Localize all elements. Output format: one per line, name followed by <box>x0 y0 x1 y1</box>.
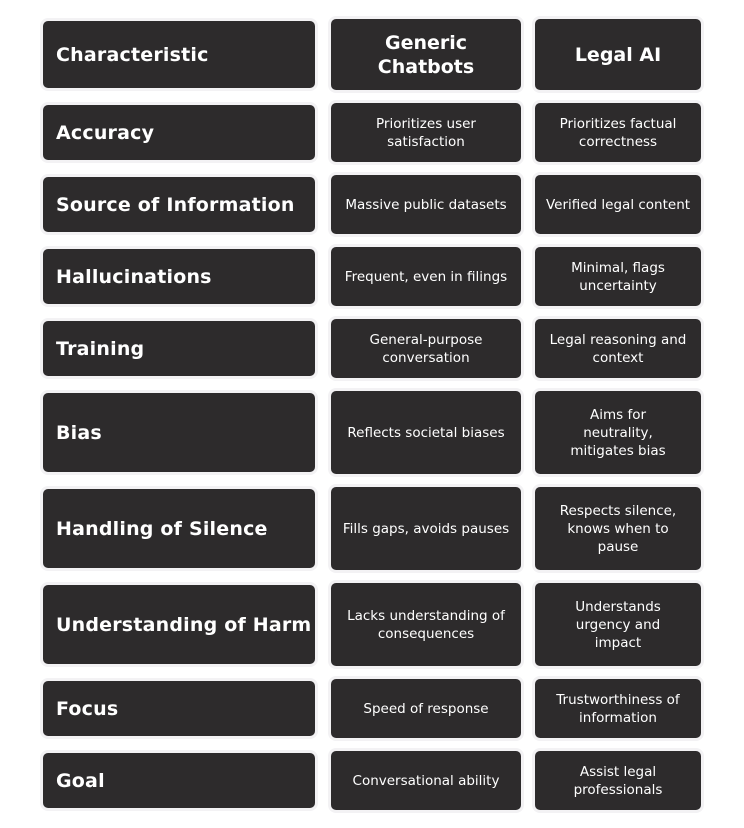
row-label-accuracy: Accuracy <box>43 105 315 160</box>
legal-source-of-information: Verified legal content <box>535 175 701 234</box>
generic-training: General-purpose conversation <box>331 319 521 378</box>
legal-focus: Trustworthiness of information <box>535 679 701 738</box>
generic-accuracy: Prioritizes user satisfaction <box>331 103 521 162</box>
generic-understanding-of-harm: Lacks understanding of consequences <box>331 583 521 666</box>
header-legal-ai: Legal AI <box>535 19 701 90</box>
row-label-bias: Bias <box>43 393 315 472</box>
legal-goal: Assist legal professionals <box>535 751 701 810</box>
row-label-hallucinations: Hallucinations <box>43 249 315 304</box>
legal-training: Legal reasoning and context <box>535 319 701 378</box>
generic-goal: Conversational ability <box>331 751 521 810</box>
legal-hallucinations: Minimal, flags uncertainty <box>535 247 701 306</box>
header-characteristic: Characteristic <box>43 21 315 88</box>
generic-bias: Reflects societal biases <box>331 391 521 474</box>
row-label-training: Training <box>43 321 315 376</box>
generic-source-of-information: Massive public datasets <box>331 175 521 234</box>
legal-bias: Aims for neutrality, mitigates bias <box>535 391 701 474</box>
row-label-source-of-information: Source of Information <box>43 177 315 232</box>
generic-hallucinations: Frequent, even in filings <box>331 247 521 306</box>
generic-handling-of-silence: Fills gaps, avoids pauses <box>331 487 521 570</box>
generic-focus: Speed of response <box>331 679 521 738</box>
legal-accuracy: Prioritizes factual correctness <box>535 103 701 162</box>
row-label-focus: Focus <box>43 681 315 736</box>
row-label-handling-of-silence: Handling of Silence <box>43 489 315 568</box>
legal-understanding-of-harm: Understands urgency and impact <box>535 583 701 666</box>
legal-handling-of-silence: Respects silence, knows when to pause <box>535 487 701 570</box>
header-generic-chatbots: Generic Chatbots <box>331 19 521 90</box>
row-label-understanding-of-harm: Understanding of Harm <box>43 585 315 664</box>
row-label-goal: Goal <box>43 753 315 808</box>
